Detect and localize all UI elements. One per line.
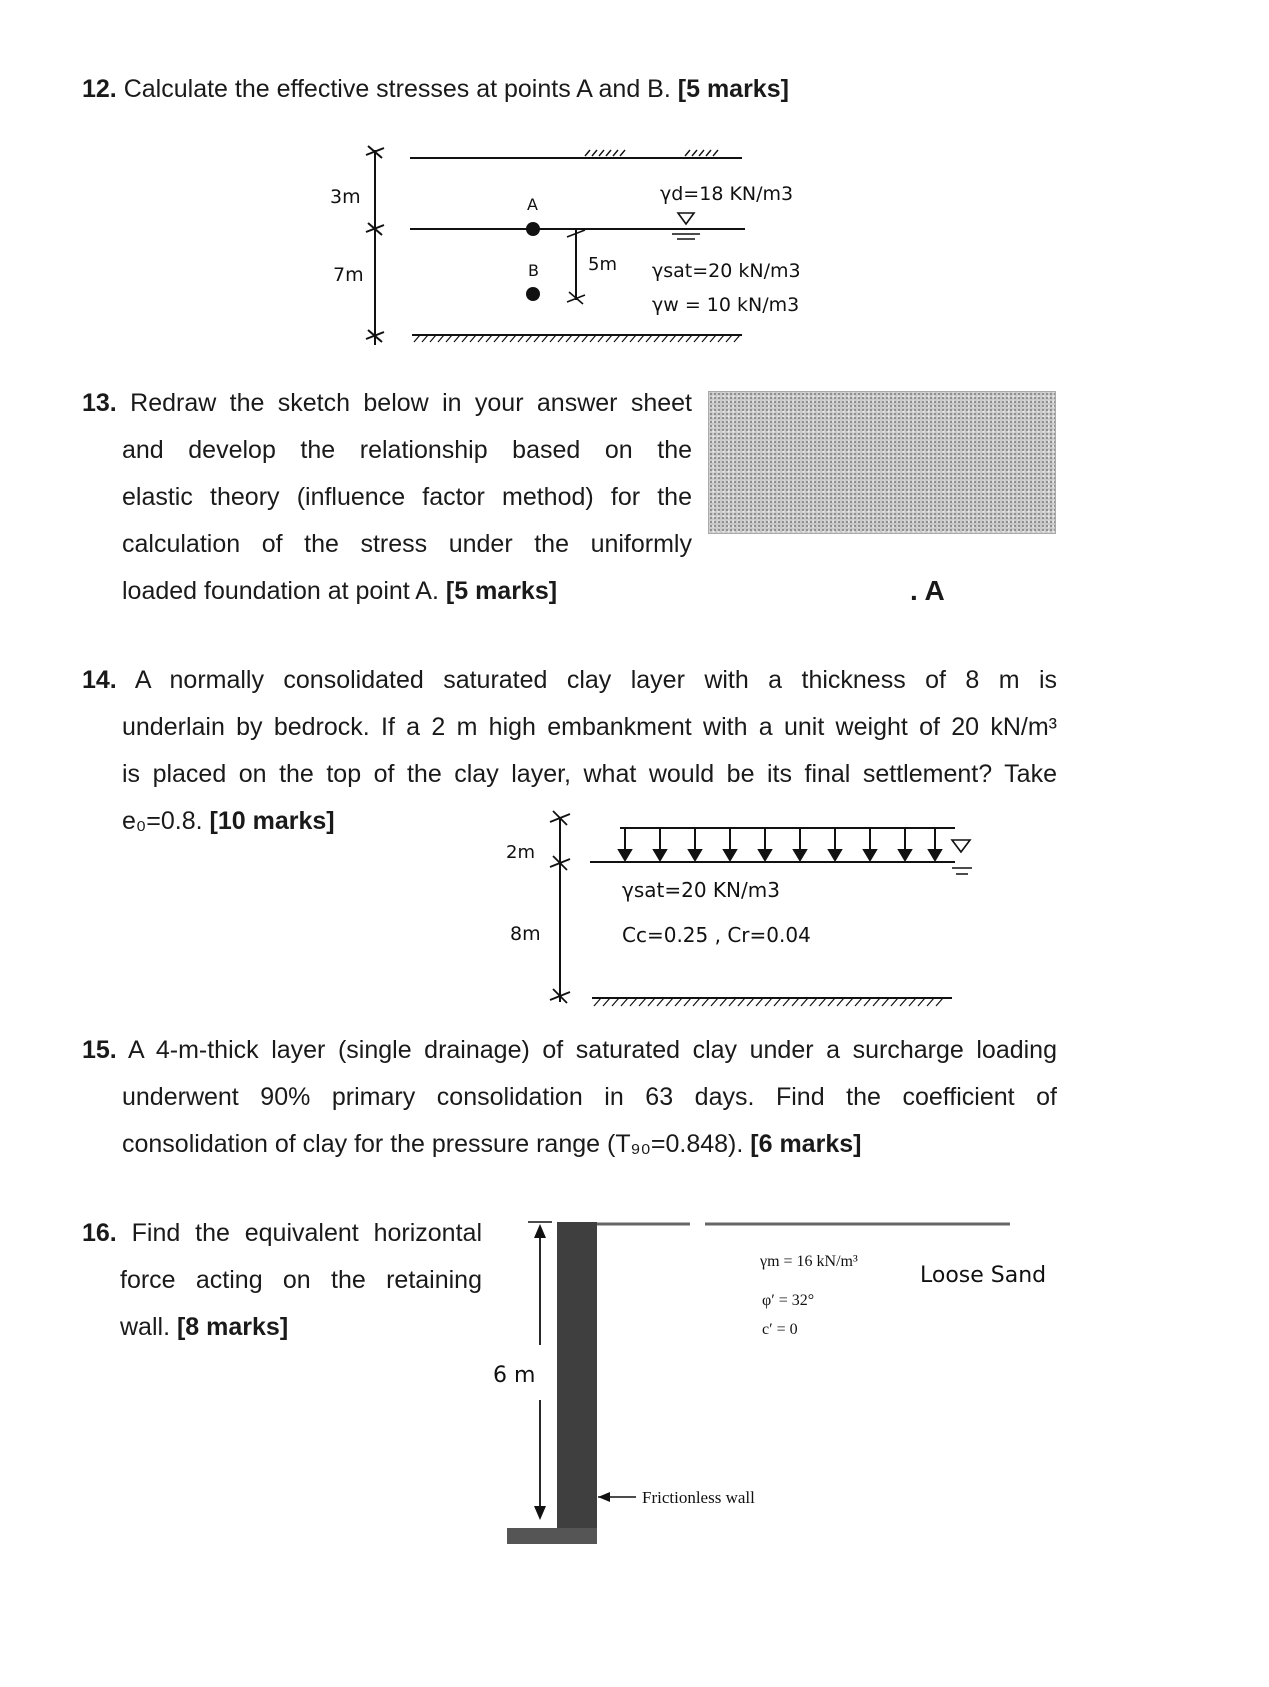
- point-a-label: A: [527, 195, 538, 214]
- question-text-line: underwent 90% primary consolidation in 63 days. Find the coefficient of: [122, 1083, 1057, 1111]
- height-6m: 6 m: [493, 1363, 536, 1388]
- question-text-line: A 4-m-thick layer (single drainage) of saturated clay under a surcharge loading: [127, 1036, 1057, 1064]
- soil-label: Loose Sand: [920, 1263, 1047, 1288]
- gamma-water: γw = 10 kN/m3: [652, 294, 800, 316]
- gamma-dry: γd=18 KN/m3: [660, 183, 794, 205]
- dim-2m: 2m: [506, 842, 535, 863]
- question-text-line: calculation of the stress under the uniformly: [122, 530, 692, 558]
- question-text-line: and develop the relationship based on the: [122, 436, 692, 464]
- question-text-line: consolidation of clay for the pressure range (T₉₀=0.848).: [122, 1130, 744, 1158]
- question-text: Calculate the effective stresses at points A and B.: [123, 75, 671, 103]
- retaining-wall: [557, 1222, 597, 1540]
- gamma-m: γm = 16 kN/m³: [760, 1253, 858, 1270]
- cohesion: c′ = 0: [762, 1321, 798, 1338]
- question-text-line: e₀=0.8.: [122, 807, 203, 835]
- question-text-line: underlain by bedrock. If a 2 m high embankment with a unit weight of 20 kN/m³: [122, 713, 1057, 741]
- question-text-line: elastic theory (influence factor method) for the: [122, 483, 692, 511]
- gamma-sat: γsat=20 KN/m3: [622, 878, 780, 902]
- dim-8m: 8m: [510, 923, 541, 945]
- question-marks: [6 marks]: [750, 1130, 862, 1158]
- wall-label: Frictionless wall: [642, 1488, 755, 1507]
- question-text-line: wall.: [120, 1313, 171, 1341]
- dim-7m: 7m: [333, 264, 364, 286]
- phi-angle: φ′ = 32°: [762, 1292, 815, 1309]
- gamma-sat: γsat=20 kN/m3: [652, 260, 801, 282]
- question-marks: [5 marks]: [677, 75, 789, 103]
- question-text-line: A normally consolidated saturated clay layer with a thickness of 8 m is: [134, 666, 1057, 694]
- dim-3m: 3m: [330, 186, 361, 208]
- compression-indices: Cc=0.25 , Cr=0.04: [622, 923, 811, 947]
- question-marks: [10 marks]: [209, 807, 335, 835]
- question-text-line: force acting on the retaining: [120, 1266, 482, 1294]
- dim-5m: 5m: [588, 254, 617, 275]
- question-marks: [8 marks]: [176, 1313, 289, 1341]
- question-text-line: loaded foundation at point A.: [122, 577, 439, 605]
- question-number: 13.: [82, 389, 117, 417]
- pointer-arrow-icon: [598, 1492, 610, 1502]
- question-text-line: is placed on the top of the clay layer, what would be its final settlement? Take: [122, 760, 1057, 788]
- question-number: 16.: [82, 1219, 117, 1247]
- question-text-line: Redraw the sketch below in your answer sheet: [130, 389, 692, 417]
- question-number: 15.: [82, 1036, 117, 1064]
- point-b-label: B: [528, 261, 539, 280]
- question-text-line: Find the equivalent horizontal: [131, 1219, 482, 1247]
- question-number: 12.: [82, 75, 117, 103]
- question-number: 14.: [82, 666, 117, 694]
- point-a-label: . A: [910, 575, 945, 606]
- question-marks: [5 marks]: [445, 577, 558, 605]
